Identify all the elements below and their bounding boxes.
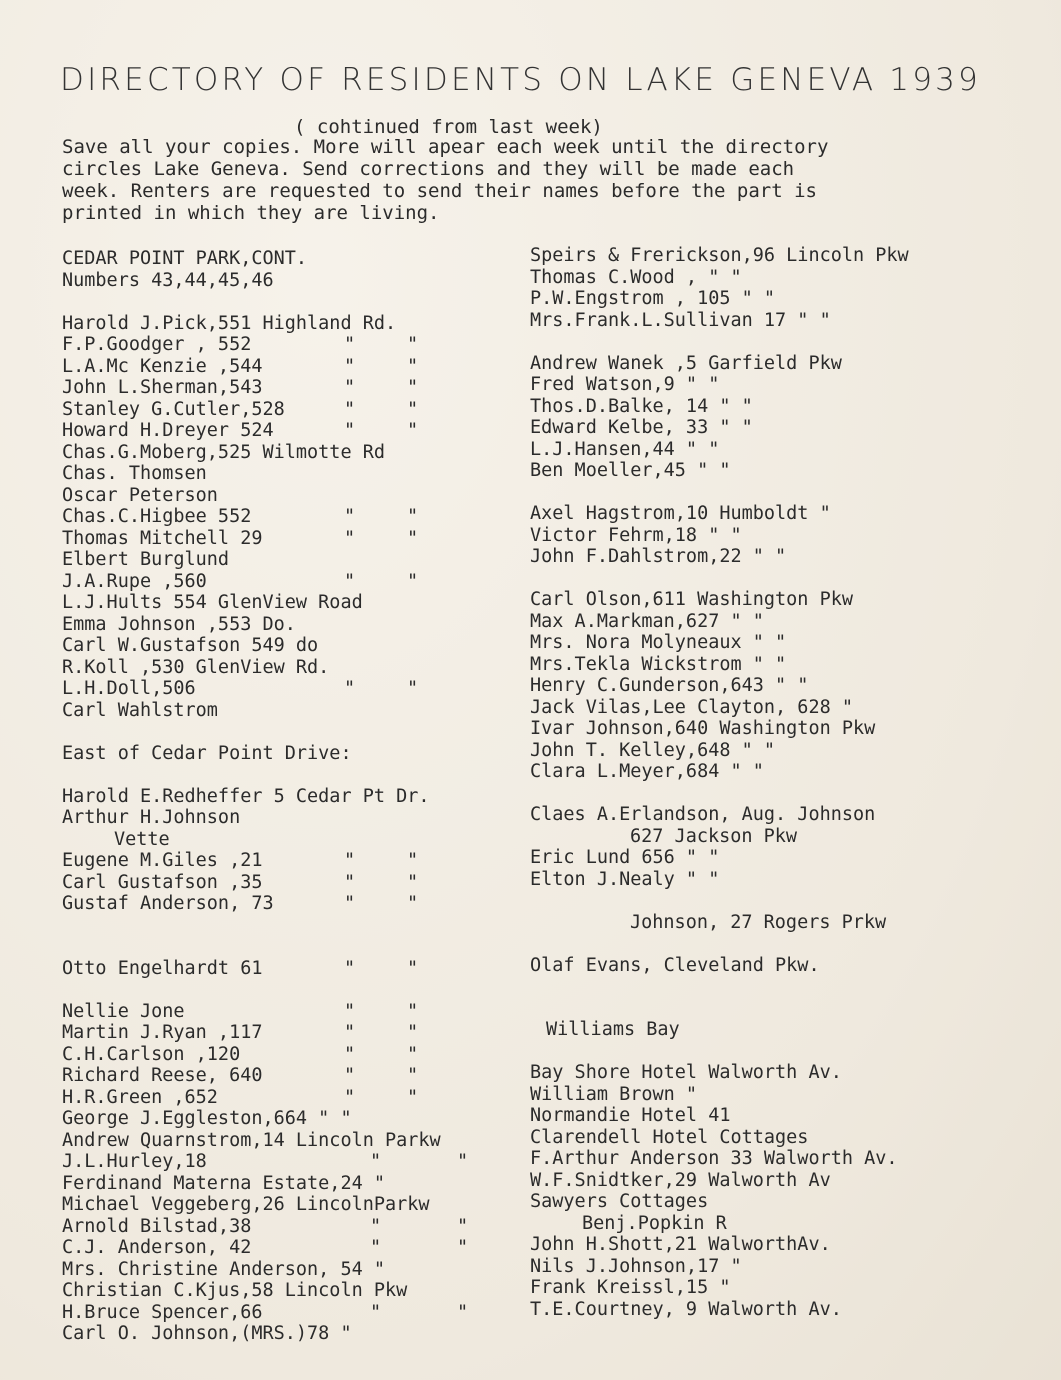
entry-text: Henry C.Gunderson,643 " "	[530, 675, 809, 696]
entry-text: Vette	[114, 828, 170, 850]
directory-entry	[62, 1065, 522, 1087]
spacer	[530, 783, 970, 805]
entry-text: Speirs & Frerickson,96 Lincoln Pkw	[530, 245, 909, 266]
entry-text: Mrs.Tekla Wickstrom " "	[530, 653, 787, 675]
directory-entry	[62, 420, 522, 442]
directory-entry	[530, 396, 970, 418]
directory-entry	[530, 654, 970, 676]
entry-text: John F.Dahlstrom,22 " "	[530, 546, 787, 567]
entry-text: Axel Hagstrom,10 Humboldt "	[530, 503, 831, 524]
directory-entry	[530, 955, 970, 977]
directory-entry	[530, 1062, 970, 1084]
ditto-mark: "	[407, 957, 419, 979]
directory-entry	[62, 1173, 522, 1195]
directory-entry	[530, 288, 970, 310]
directory-entry	[530, 1148, 970, 1170]
directory-entry	[62, 313, 522, 335]
ditto-mark: "	[370, 1151, 382, 1172]
ditto-mark: "	[344, 957, 356, 979]
directory-entry	[530, 1277, 970, 1299]
entry-text: F.P.Goodger , 552	[62, 334, 252, 355]
entry-text: Richard Reese, 640	[62, 1065, 263, 1086]
entry-text: Chas. Thomsen	[62, 463, 207, 484]
directory-entry	[62, 463, 522, 485]
entry-text: Otto Engelhardt 61	[62, 957, 263, 979]
directory-entry	[62, 592, 522, 614]
entry-text: Ben Moeller,45 " "	[530, 460, 731, 481]
ditto-mark: "	[407, 1065, 419, 1086]
entry-text: John T. Kelley,648 " "	[530, 739, 776, 761]
ditto-mark: "	[344, 355, 356, 377]
directory-entry	[62, 549, 522, 571]
directory-entry	[530, 589, 970, 611]
entry-text: Harold J.Pick,551 Highland Rd.	[62, 312, 397, 334]
directory-entry	[62, 786, 522, 808]
directory-entry	[62, 1044, 522, 1066]
ditto-mark: "	[407, 398, 419, 420]
entry-text: Clarendell Hotel Cottages	[530, 1126, 809, 1148]
entry-text: Gustaf Anderson, 73	[62, 893, 274, 914]
directory-entry	[530, 912, 970, 934]
directory-entry	[62, 678, 522, 700]
directory-entry	[530, 1234, 970, 1256]
directory-entry	[62, 1151, 522, 1173]
ditto-mark: "	[344, 570, 356, 592]
directory-entry	[530, 1299, 970, 1321]
entry-text: Mrs.Frank.L.Sullivan 17 " "	[530, 309, 831, 331]
ditto-mark: "	[344, 850, 356, 871]
ditto-mark: "	[407, 334, 419, 355]
directory-entry	[530, 245, 970, 267]
directory-entry	[62, 1087, 522, 1109]
spacer	[62, 915, 522, 958]
left-column	[62, 248, 522, 1345]
entry-text: L.H.Doll,506	[62, 678, 196, 699]
directory-entry	[530, 847, 970, 869]
ditto-mark: "	[344, 420, 356, 441]
entry-text: Williams Bay	[546, 1019, 680, 1040]
entry-text: Normandie Hotel 41	[530, 1105, 731, 1126]
ditto-mark: "	[344, 1022, 356, 1043]
directory-entry	[62, 1280, 522, 1302]
ditto-mark: "	[457, 1237, 469, 1258]
entry-text: H.R.Green ,652	[62, 1086, 218, 1108]
entry-text: Carl W.Gustafson 549 do	[62, 635, 319, 656]
entry-text: Nellie Jone	[62, 1000, 185, 1022]
entry-text: Martin J.Ryan ,117	[62, 1022, 263, 1043]
entry-text: Oscar Peterson	[62, 484, 218, 506]
entry-text: John H.Shott,21 WalworthAv.	[530, 1234, 831, 1255]
page-subtitle: ( cohtinued from last week)	[294, 116, 603, 138]
directory-entry	[62, 1001, 522, 1023]
spacer	[530, 976, 970, 1019]
directory-entry	[530, 675, 970, 697]
directory-entry	[530, 460, 970, 482]
entry-text: Ivar Johnson,640 Washington Pkw	[530, 718, 876, 739]
entry-text: Andrew Wanek ,5 Garfield Pkw	[530, 352, 842, 374]
entry-text: East of Cedar Point Drive:	[62, 742, 352, 764]
spacer	[530, 331, 970, 353]
entry-text: Chas.C.Higbee 552	[62, 506, 252, 527]
entry-text: F.Arthur Anderson 33 Walworth Av.	[530, 1148, 898, 1169]
ditto-mark: "	[344, 871, 356, 893]
entry-text: Andrew Quarnstrom,14 Lincoln Parkw	[62, 1129, 441, 1151]
directory-entry	[530, 826, 970, 848]
directory-entry	[530, 611, 970, 633]
entry-text: Carl O. Johnson,(MRS.)78 "	[62, 1323, 352, 1344]
ditto-mark: "	[407, 893, 419, 914]
entry-text: William Brown "	[530, 1083, 698, 1105]
ditto-mark: "	[407, 1022, 419, 1043]
entry-text: Carl Olson,611 Washington Pkw	[530, 589, 854, 610]
directory-entry	[530, 353, 970, 375]
directory-entry	[62, 657, 522, 679]
directory-entry	[62, 1108, 522, 1130]
directory-entry	[530, 503, 970, 525]
directory-entry	[62, 1237, 522, 1259]
entry-text: Fred Watson,9 " "	[530, 374, 720, 395]
ditto-mark: "	[407, 871, 419, 893]
ditto-mark: "	[457, 1151, 469, 1172]
directory-entry	[530, 1213, 970, 1235]
ditto-mark: "	[407, 506, 419, 527]
directory-entry	[62, 270, 522, 292]
directory-entry	[530, 267, 970, 289]
ditto-mark: "	[457, 1301, 469, 1323]
directory-entry	[530, 718, 970, 740]
ditto-mark: "	[407, 1086, 419, 1108]
entry-text: Thomas C.Wood , " "	[530, 266, 742, 288]
directory-entry	[62, 700, 522, 722]
ditto-mark: "	[407, 377, 419, 398]
directory-entry	[530, 1170, 970, 1192]
spacer	[530, 890, 970, 912]
directory-entry	[530, 632, 970, 654]
entry-text: Olaf Evans, Cleveland Pkw.	[530, 954, 820, 976]
directory-entry	[62, 506, 522, 528]
ditto-mark: "	[407, 355, 419, 377]
directory-entry	[62, 893, 522, 915]
entry-text: T.E.Courtney, 9 Walworth Av.	[530, 1298, 842, 1320]
spacer	[530, 568, 970, 590]
entry-text: Carl Wahlstrom	[62, 699, 218, 721]
directory-entry	[62, 1022, 522, 1044]
ditto-mark: "	[344, 398, 356, 420]
directory-entry	[62, 248, 522, 270]
entry-text: Mrs. Nora Molyneaux " "	[530, 632, 787, 653]
entry-text: Bay Shore Hotel Walworth Av.	[530, 1062, 842, 1083]
directory-entry	[530, 417, 970, 439]
directory-entry	[530, 1105, 970, 1127]
entry-text: Carl Gustafson ,35	[62, 871, 263, 893]
ditto-mark: "	[344, 1086, 356, 1108]
entry-text: Thos.D.Balke, 14 " "	[530, 395, 753, 417]
entry-text: Numbers 43,44,45,46	[62, 269, 274, 291]
entry-text: Benj.Popkin R	[582, 1212, 727, 1234]
entry-text: Johnson, 27 Rogers Prkw	[630, 911, 887, 933]
entry-text: L.J.Hansen,44 " "	[530, 438, 720, 460]
right-column	[530, 245, 970, 1320]
directory-entry	[530, 804, 970, 826]
directory-entry	[62, 635, 522, 657]
entry-text: Sawyers Cottages	[530, 1191, 709, 1212]
directory-entry	[530, 1019, 970, 1041]
directory-entry	[62, 614, 522, 636]
intro-line: Save all your copies. More will apear each week until the directory	[62, 136, 829, 158]
directory-entry	[62, 528, 522, 550]
directory-entry	[530, 740, 970, 762]
ditto-mark: "	[344, 334, 356, 355]
ditto-mark: "	[407, 570, 419, 592]
entry-text: P.W.Engstrom , 105 " "	[530, 288, 776, 309]
intro-line: week. Renters are requested to send their names before the part is	[62, 180, 817, 202]
spacer	[62, 721, 522, 743]
ditto-mark: "	[407, 527, 419, 549]
entry-text: Edward Kelbe, 33 " "	[530, 417, 753, 438]
entry-text: Ferdinand Materna Estate,24 "	[62, 1172, 386, 1194]
ditto-mark: "	[344, 527, 356, 549]
directory-entry	[62, 872, 522, 894]
intro-paragraph	[62, 136, 942, 224]
ditto-mark: "	[344, 893, 356, 914]
entry-text: C.H.Carlson ,120	[62, 1043, 241, 1065]
ditto-mark: "	[344, 1065, 356, 1086]
directory-entry	[62, 571, 522, 593]
entry-text: H.Bruce Spencer,66	[62, 1301, 263, 1323]
ditto-mark: "	[370, 1215, 382, 1237]
directory-entry	[530, 374, 970, 396]
directory-entry	[530, 1191, 970, 1213]
entry-text: George J.Eggleston,664 " "	[62, 1108, 352, 1129]
directory-entry	[62, 1302, 522, 1324]
entry-text: Chas.G.Moberg,525 Wilmotte Rd	[62, 441, 386, 463]
entry-text: L.A.Mc Kenzie ,544	[62, 355, 263, 377]
directory-entry	[62, 377, 522, 399]
entry-text: Howard H.Dreyer 524	[62, 420, 274, 441]
entry-text: C.J. Anderson, 42	[62, 1237, 252, 1258]
entry-text: Eugene M.Giles ,21	[62, 850, 263, 871]
entry-text: R.Koll ,530 GlenView Rd.	[62, 656, 330, 678]
ditto-mark: "	[370, 1237, 382, 1258]
directory-entry	[530, 546, 970, 568]
entry-text: Victor Fehrm,18 " "	[530, 524, 742, 546]
directory-entry	[62, 399, 522, 421]
spacer	[530, 1041, 970, 1063]
entry-text: Elbert Burglund	[62, 549, 230, 570]
directory-entry	[62, 334, 522, 356]
ditto-mark: "	[344, 678, 356, 699]
entry-text: J.A.Rupe ,560	[62, 570, 207, 592]
page-title: DIRECTORY OF RESIDENTS ON LAKE GENEVA 1939	[60, 62, 981, 98]
entry-text: Harold E.Redheffer 5 Cedar Pt Dr.	[62, 785, 430, 807]
entry-text: Nils J.Johnson,17 "	[530, 1255, 742, 1277]
entry-text: 627 Jackson Pkw	[630, 825, 798, 847]
entry-text: Arnold Bilstad,38	[62, 1215, 252, 1237]
entry-text: Claes A.Erlandson, Aug. Johnson	[530, 804, 876, 825]
directory-entry	[62, 1216, 522, 1238]
directory-entry	[62, 807, 522, 829]
ditto-mark: "	[344, 1043, 356, 1065]
entry-text: Clara L.Meyer,684 " "	[530, 761, 764, 782]
entry-text: J.L.Hurley,18	[62, 1151, 207, 1172]
ditto-mark: "	[407, 420, 419, 441]
entry-text: Mrs. Christine Anderson, 54 "	[62, 1258, 386, 1280]
entry-text: Stanley G.Cutler,528	[62, 398, 285, 420]
directory-entry	[530, 1256, 970, 1278]
directory-entry	[62, 1130, 522, 1152]
ditto-mark: "	[344, 1000, 356, 1022]
ditto-mark: "	[407, 678, 419, 699]
directory-entry	[530, 439, 970, 461]
directory-entry	[530, 761, 970, 783]
directory-entry	[62, 743, 522, 765]
entry-text: Christian C.Kjus,58 Lincoln Pkw	[62, 1280, 408, 1301]
entry-text: Thomas Mitchell 29	[62, 527, 263, 549]
ditto-mark: "	[407, 1000, 419, 1022]
entry-text: Eric Lund 656 " "	[530, 847, 720, 868]
directory-entry	[530, 697, 970, 719]
directory-entry	[62, 485, 522, 507]
spacer	[62, 291, 522, 313]
directory-entry	[62, 958, 522, 980]
ditto-mark: "	[457, 1215, 469, 1237]
directory-entry	[62, 1194, 522, 1216]
intro-line: printed in which they are living.	[62, 202, 440, 224]
entry-text: CEDAR POINT PARK,CONT.	[62, 248, 308, 269]
directory-entry	[530, 1084, 970, 1106]
entry-text: Arthur H.Johnson	[62, 807, 241, 828]
entry-text: Michael Veggeberg,26 LincolnParkw	[62, 1194, 430, 1215]
directory-entry	[530, 310, 970, 332]
directory-entry	[62, 1323, 522, 1345]
ditto-mark: "	[370, 1301, 382, 1323]
entry-text: John L.Sherman,543	[62, 377, 263, 398]
entry-text: Frank Kreissl,15 "	[530, 1277, 731, 1298]
spacer	[62, 764, 522, 786]
directory-entry	[62, 442, 522, 464]
directory-entry	[62, 850, 522, 872]
spacer	[530, 482, 970, 504]
entry-text: Jack Vilas,Lee Clayton, 628 "	[530, 696, 854, 718]
entry-text: W.F.Snidtker,29 Walworth Av	[530, 1169, 831, 1191]
directory-entry	[62, 1259, 522, 1281]
entry-text: Emma Johnson ,553 Do.	[62, 613, 296, 635]
intro-line: circles Lake Geneva. Send corrections and they will be made each	[62, 158, 795, 180]
ditto-mark: "	[344, 506, 356, 527]
entry-text: L.J.Hults 554 GlenView Road	[62, 592, 363, 613]
directory-entry	[530, 525, 970, 547]
directory-entry	[530, 1127, 970, 1149]
ditto-mark: "	[407, 850, 419, 871]
spacer	[530, 933, 970, 955]
ditto-mark: "	[344, 377, 356, 398]
spacer	[62, 979, 522, 1001]
directory-entry	[62, 356, 522, 378]
directory-entry	[530, 869, 970, 891]
directory-entry	[62, 829, 522, 851]
entry-text: Max A.Markman,627 " "	[530, 610, 764, 632]
ditto-mark: "	[407, 1043, 419, 1065]
entry-text: Elton J.Nealy " "	[530, 868, 720, 890]
